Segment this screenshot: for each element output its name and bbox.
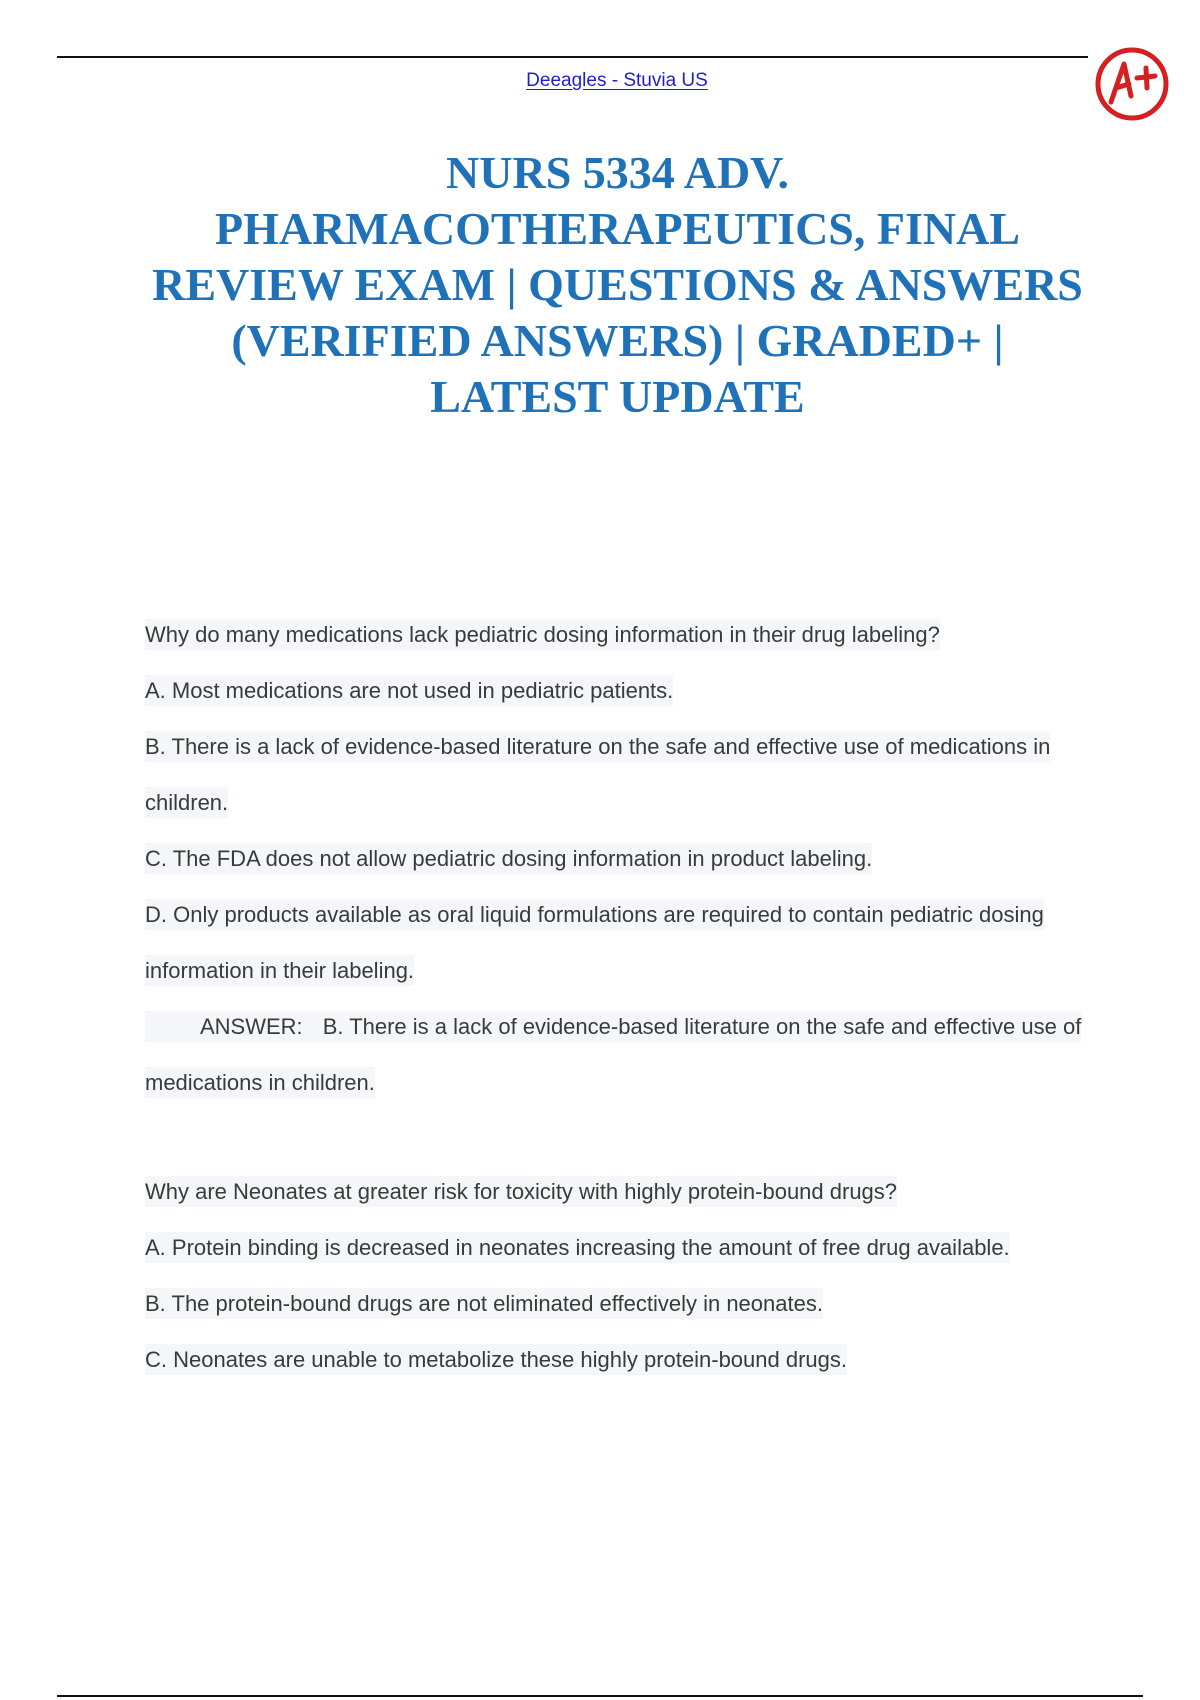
grade-a-plus-icon xyxy=(1093,44,1171,122)
answer-option-b: B. There is a lack of evidence-based literature on the safe and effective use of medications in children. xyxy=(145,731,1050,818)
answer-option-d: D. Only products available as oral liquid formulations are required to contain pediatric dosing information in their labeling. xyxy=(145,899,1044,986)
question-text: Why do many medications lack pediatric dosing information in their drug labeling? xyxy=(145,619,940,650)
question-block-2 xyxy=(145,1164,1085,1388)
answer-option-b: B. The protein-bound drugs are not eliminated effectively in neonates. xyxy=(145,1288,823,1319)
answer-option-c: C. Neonates are unable to metabolize these highly protein-bound drugs. xyxy=(145,1344,847,1375)
answer-option-a: A. Protein binding is decreased in neonates increasing the amount of free drug available. xyxy=(145,1232,1010,1263)
stuvia-source-link[interactable]: Deeagles - Stuvia US xyxy=(526,70,708,91)
answer-option-a: A. Most medications are not used in pediatric patients. xyxy=(145,675,673,706)
question-text: Why are Neonates at greater risk for toxicity with highly protein-bound drugs? xyxy=(145,1176,897,1207)
question-block-1 xyxy=(145,607,1085,1111)
answer-label: ANSWER: xyxy=(200,1014,303,1039)
top-divider xyxy=(57,56,1088,58)
answer-text: B. There is a lack of evidence-based literature on the safe and effective use of medications in children. xyxy=(145,1014,1082,1095)
correct-answer xyxy=(145,1011,1081,1098)
answer-option-c: C. The FDA does not allow pediatric dosing information in product labeling. xyxy=(145,843,872,874)
bottom-divider xyxy=(57,1695,1143,1697)
document-title: NURS 5334 ADV. PHARMACOTHERAPEUTICS, FINAL REVIEW EXAM | QUESTIONS & ANSWERS (VERIFIED ANSWERS) | GRADED+ | LATEST UPDATE xyxy=(152,147,1083,422)
